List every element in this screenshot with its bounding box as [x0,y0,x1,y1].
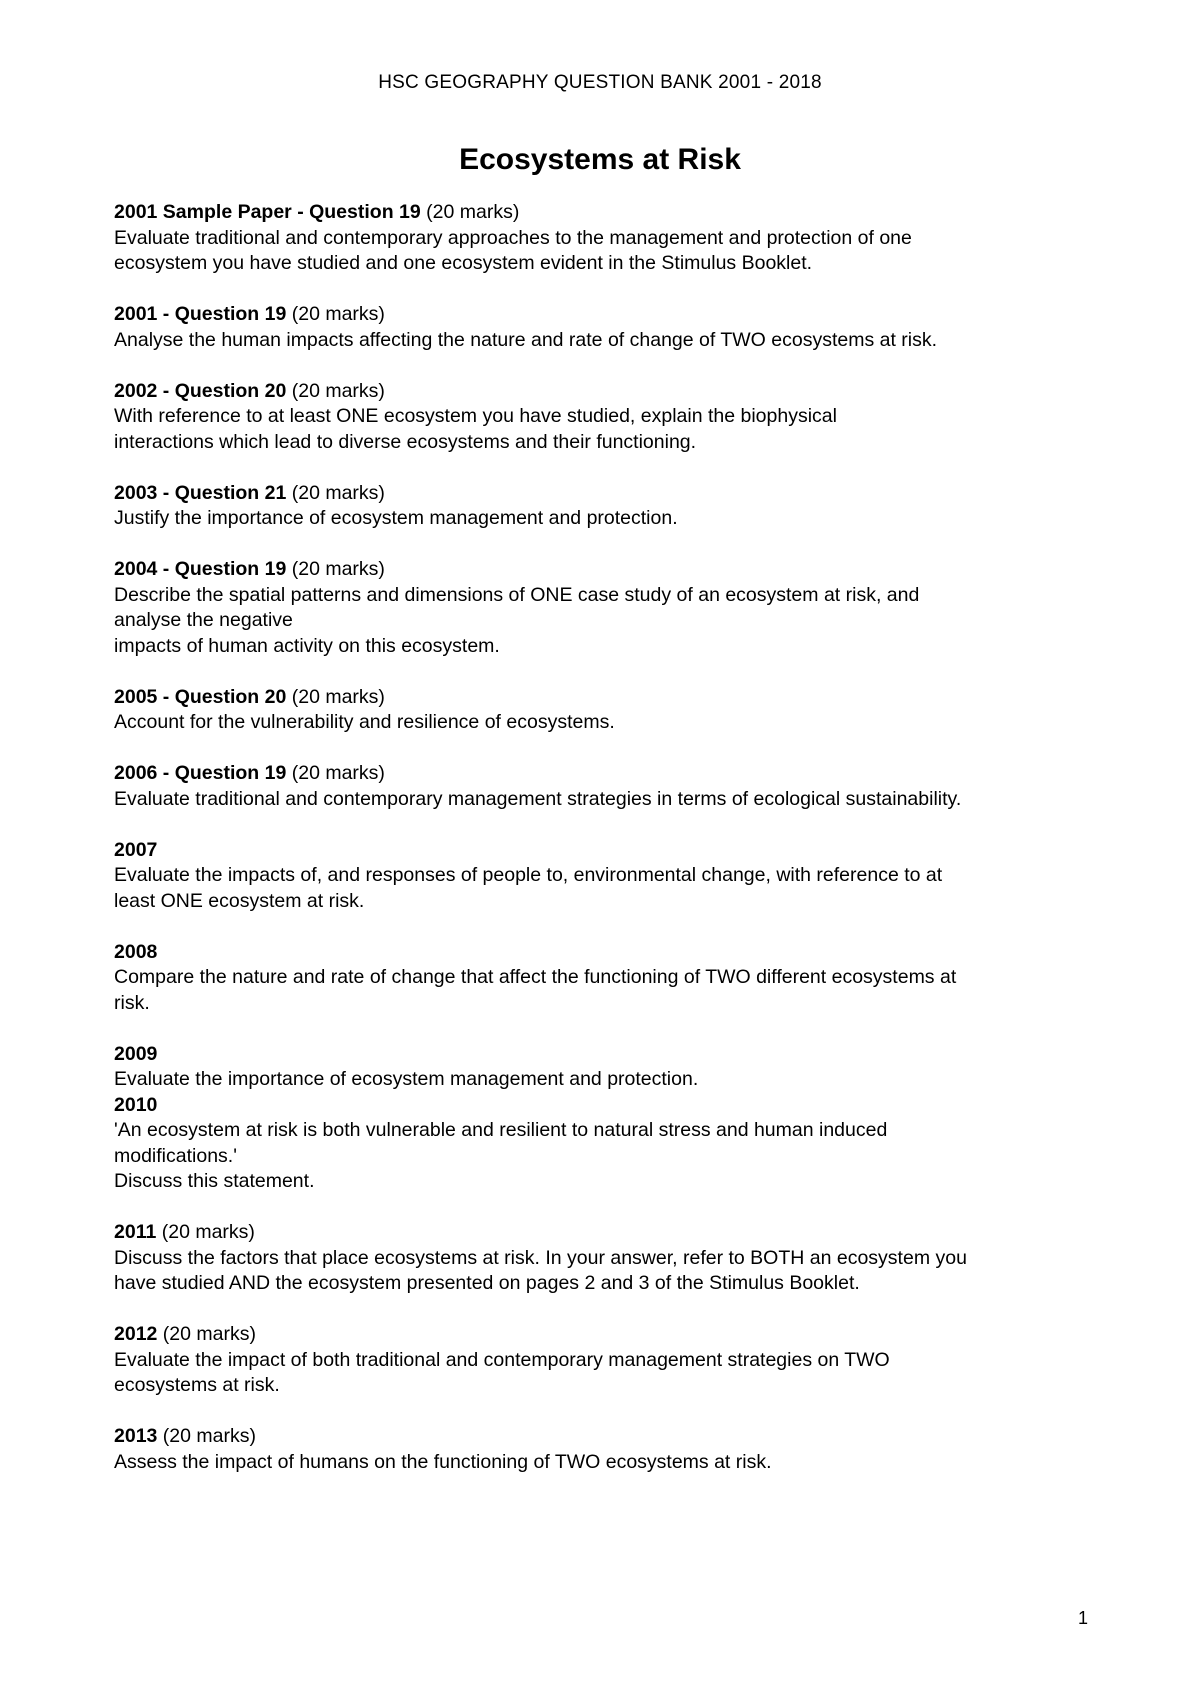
question-label: 2010 [114,1093,158,1116]
question-item-2010 [114,1093,1104,1195]
question-text: Compare the nature and rate of change that affect the functioning of TWO different ecosystems at risk. [114,966,957,1014]
question-text: Evaluate the impacts of, and responses of people to, environmental change, with reference to at least ONE ecosystem at risk. [114,864,943,912]
question-heading [114,838,1104,864]
question-label: 2002 - Question 20 [114,379,287,402]
question-label: 2005 - Question 20 [114,685,287,708]
question-list [114,200,1104,1501]
question-item-2001-sample [114,200,1104,277]
question-heading [114,302,1104,328]
question-item-2002 [114,379,1104,456]
document-title: Ecosystems at Risk [459,143,741,176]
question-label: 2008 [114,940,158,963]
question-item-2007 [114,838,1104,915]
question-item-2005 [114,685,1104,736]
question-marks: (20 marks) [286,762,385,784]
question-label: 2001 - Question 19 [114,303,287,325]
question-heading [114,685,1104,711]
question-heading [114,1424,1104,1450]
question-heading [114,379,1104,405]
question-text: With reference to at least ONE ecosystem you have studied, explain the biophysical interactions which lead to diverse ecosystems and their functioning. [114,405,837,453]
question-marks: (20 marks) [420,201,520,223]
question-heading [114,1220,1104,1246]
question-text: Analyse the human impacts affecting the nature and rate of change of TWO ecosystems at risk. [114,328,938,351]
question-marks: (20 marks) [157,1323,256,1345]
question-heading [114,557,1104,583]
question-marks: (20 marks) [286,303,385,325]
question-heading [114,1042,1104,1068]
question-label: 2007 [114,838,158,861]
question-item-2013 [114,1424,1104,1475]
page-number: 1 [1078,1608,1089,1628]
question-heading [114,940,1104,966]
question-marks: (20 marks) [286,481,385,504]
question-heading [114,481,1104,507]
question-item-2001 [114,302,1104,353]
question-label: 2003 - Question 21 [114,481,287,504]
question-text: Evaluate the importance of ecosystem management and protection. [114,1068,699,1090]
question-heading [114,761,1104,787]
question-text: Discuss the factors that place ecosystems at risk. In your answer, refer to BOTH an ecosystem you have studied AND the ecosystem presented on pages 2 and 3 of the Stimulus Booklet. [114,1246,967,1294]
question-marks: (20 marks) [286,558,385,580]
question-item-2008 [114,940,1104,1017]
question-text: Assess the impact of humans on the functioning of TWO ecosystems at risk. [114,1450,772,1473]
question-label: 2012 [114,1323,158,1345]
question-item-2004 [114,557,1104,659]
question-label: 2013 [114,1425,158,1447]
question-text: Evaluate traditional and contemporary management strategies in terms of ecological sustainability. [114,787,962,810]
question-label: 2004 - Question 19 [114,558,287,580]
question-text: Account for the vulnerability and resilience of ecosystems. [114,711,615,733]
question-heading [114,1322,1104,1348]
question-text: Describe the spatial patterns and dimensions of ONE case study of an ecosystem at risk, and analyse the negative impacts of human activity on this ecosystem. [114,583,920,657]
question-item-2003 [114,481,1104,532]
page-header: HSC GEOGRAPHY QUESTION BANK 2001 - 2018 [378,72,822,93]
question-item-2012 [114,1322,1104,1399]
question-label: 2001 Sample Paper - Question 19 [114,201,421,223]
question-label: 2006 - Question 19 [114,762,287,784]
question-marks: (20 marks) [157,1425,256,1447]
question-marks: (20 marks) [286,379,385,402]
question-marks: (20 marks) [156,1221,255,1243]
question-text: Justify the importance of ecosystem management and protection. [114,507,678,529]
question-label: 2011 [114,1221,157,1243]
question-text: Evaluate traditional and contemporary approaches to the management and protection of one ecosystem you have studied and one ecosystem evident in the Stimulus Booklet. [114,226,912,274]
question-item-2011 [114,1220,1104,1297]
question-heading [114,200,1104,226]
question-item-2009 [114,1042,1104,1093]
question-label: 2009 [114,1042,158,1065]
question-heading [114,1093,1104,1119]
question-marks: (20 marks) [286,685,385,708]
question-item-2006 [114,761,1104,812]
question-text: Evaluate the impact of both traditional and contemporary management strategies on TWO ecosystems at risk. [114,1348,890,1396]
question-text: 'An ecosystem at risk is both vulnerable and resilient to natural stress and human induced modifications.' Discuss this statement. [114,1119,888,1192]
